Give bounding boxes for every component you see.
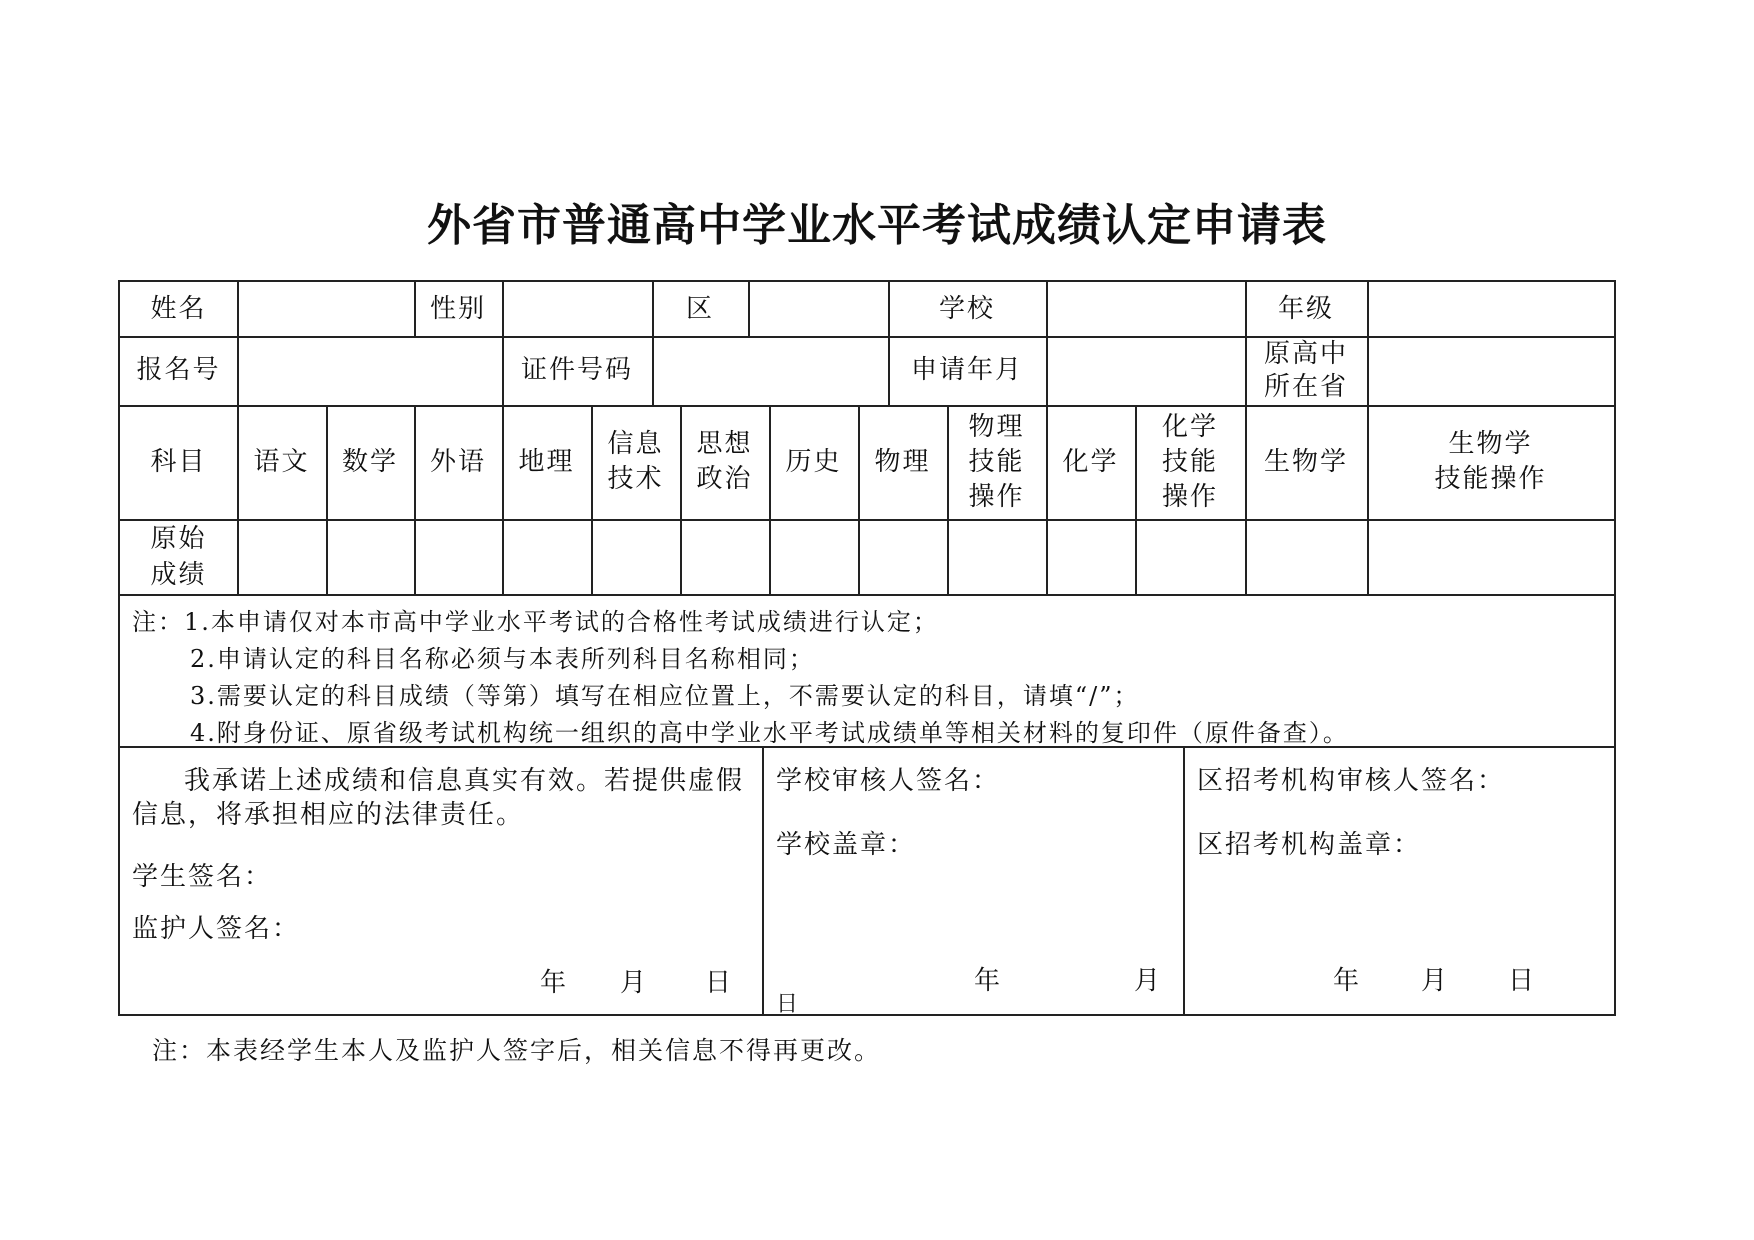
student-date-day: 日 [705,968,734,998]
score-input-math[interactable] [328,521,412,592]
notes-list [132,604,1349,752]
subject-chemistry: 化学 [1062,446,1119,477]
school-date-year: 年 [974,966,1003,996]
score-input-information-technology[interactable] [593,521,678,592]
id-number-input[interactable] [654,338,886,403]
district-date-day: 日 [1508,966,1537,996]
registration-number-input[interactable] [239,338,500,403]
commitment-statement: 我承诺上述成绩和信息真实有效。若提供虚假信息，将承担相应的法律责任。 [132,766,745,830]
subject-history: 历史 [785,446,842,477]
original-score-label: 原始 成绩 [150,523,207,590]
student-commitment-section [120,748,762,1016]
subject-biology: 生物学 [1263,446,1348,477]
subject-physics: 物理 [874,446,931,477]
form-title: 外省市普通高中学业水平考试成绩认定申请表 [427,200,1327,251]
district-reviewer-signature-label: 区招考机构审核人签名： [1197,766,1506,796]
school-input[interactable] [1048,284,1243,334]
original-province-label-line1: 原高中 [1263,338,1348,369]
score-input-geography[interactable] [504,521,589,592]
score-input-physics-lab-skills[interactable] [949,521,1044,592]
note-2: 2.申请认定的科目名称必须与本表所列科目名称相同； [190,645,815,673]
application-form-table [118,280,1616,1016]
score-input-politics[interactable] [682,521,767,592]
subject-chinese: 语文 [253,446,310,477]
score-input-history[interactable] [771,521,856,592]
district-label: 区 [685,293,714,324]
score-input-biology[interactable] [1247,521,1365,592]
district-seal-label: 区招考机构盖章： [1197,830,1422,860]
notes-section [120,596,1614,746]
score-input-chinese[interactable] [239,521,324,592]
subject-geography: 地理 [518,446,575,477]
student-signature-label: 学生签名： [132,862,273,892]
gender-label: 性别 [429,293,486,324]
apply-date-input[interactable] [1048,338,1243,403]
subject-physics-lab-skills: 物理 技能 操作 [968,411,1025,512]
footer-note: 注：本表经学生本人及监护人签字后，相关信息不得再更改。 [152,1036,882,1065]
district-date-month: 月 [1421,966,1450,996]
subject-biology-lab-skills: 生物学 技能操作 [1434,429,1547,494]
subject-chemistry-lab-skills: 化学 技能 操作 [1161,411,1218,512]
original-province-label-line2: 所在省 [1263,371,1348,402]
student-date-month: 月 [620,968,649,998]
district-date-year: 年 [1333,966,1362,996]
score-input-biology-lab-skills[interactable] [1369,521,1612,592]
original-province-label [1245,336,1367,405]
student-date-year: 年 [540,968,569,998]
district-input[interactable] [750,284,886,334]
school-seal-label: 学校盖章： [776,830,917,860]
guardian-signature-label: 监护人签名： [132,914,301,944]
score-input-foreign-language[interactable] [416,521,500,592]
name-label: 姓名 [150,293,207,324]
school-label: 学校 [938,293,995,324]
school-review-section [764,748,1183,1016]
id-number-label: 证件号码 [520,355,633,385]
subject-header-label: 科目 [150,446,207,477]
score-input-chemistry-lab-skills[interactable] [1137,521,1243,592]
school-date-month: 月 [1134,966,1163,996]
subject-information-technology: 信息 技术 [607,429,664,494]
score-input-chemistry[interactable] [1048,521,1133,592]
grade-label: 年级 [1277,293,1334,324]
name-input[interactable] [239,284,412,334]
subject-math: 数学 [341,446,398,477]
subject-foreign-language: 外语 [429,446,486,477]
apply-date-label: 申请年月 [910,355,1023,385]
note-4: 4.附身份证、原省级考试机构统一组织的高中学业水平考试成绩单等相关材料的复印件（原件备查）。 [190,719,1349,747]
note-3: 3.需要认定的科目成绩（等第）填写在相应位置上，不需要认定的科目，请填“/”； [190,682,1140,710]
original-province-input[interactable] [1369,338,1612,403]
school-reviewer-signature-label: 学校审核人签名： [776,766,1001,796]
score-input-physics[interactable] [860,521,945,592]
gender-input[interactable] [504,284,650,334]
note-1: 注：1.本申请仅对本市高中学业水平考试的合格性考试成绩进行认定； [132,608,939,636]
grade-input[interactable] [1369,284,1612,334]
registration-number-label: 报名号 [136,355,221,385]
district-review-section [1185,748,1614,1016]
school-date-day: 日 [776,992,801,1017]
subject-politics: 思想 政治 [696,429,753,494]
